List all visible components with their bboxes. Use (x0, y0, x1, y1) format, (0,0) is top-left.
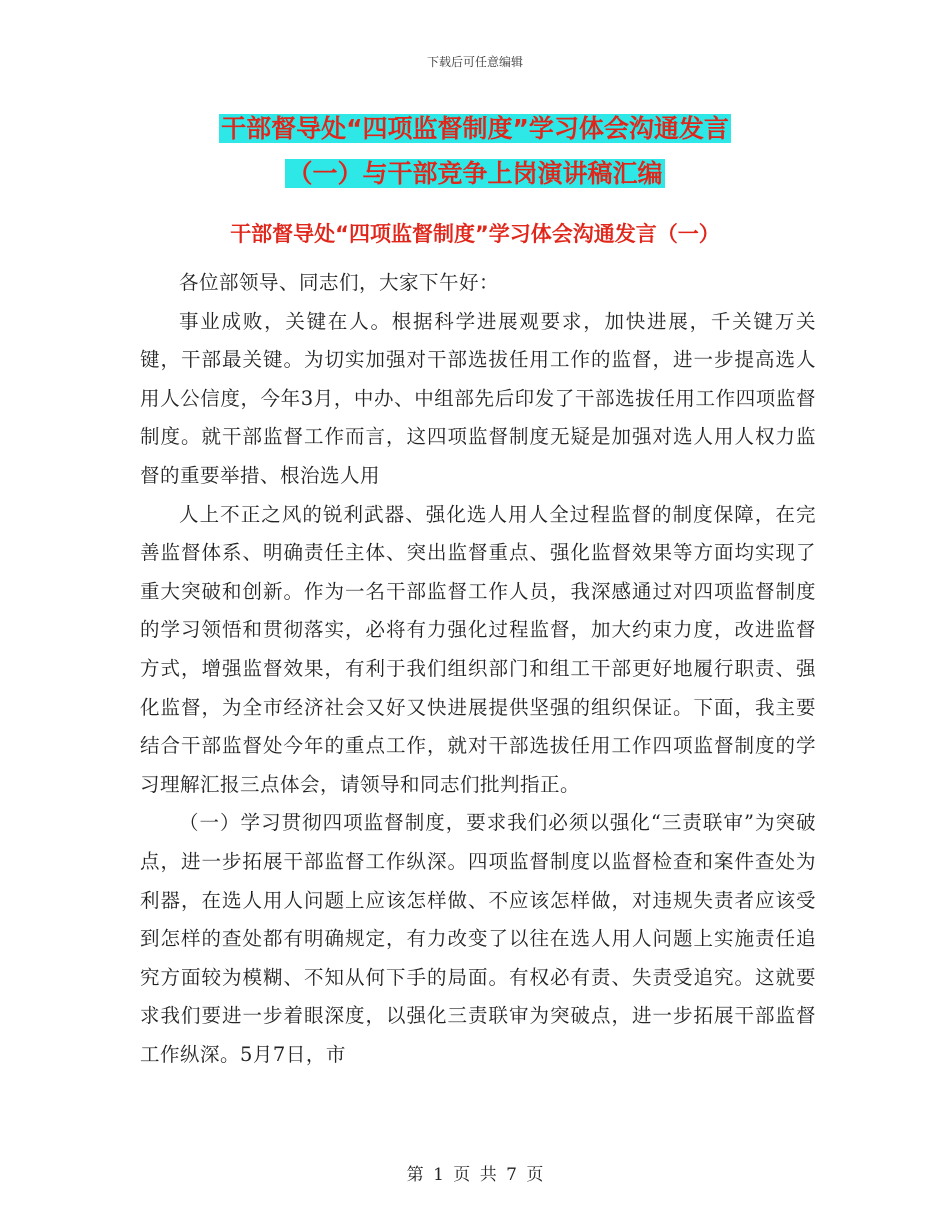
header-note: 下载后可任意编辑 (426, 55, 523, 69)
page-footer: 第 1 页 共 7 页 (406, 1165, 544, 1185)
paragraph-3: （一）学习贯彻四项监督制度，要求我们必须以强化“三责联审”为突破点，进一步拓展干部监督工作纵深。四项监督制度以监督检查和案件查处为利器，在选人用人问题上应该怎样做、不应该怎样做，对违规失责者应该受到怎样的查处都有明确规定，有力改变了以往在选人用人问题上实施责任追究方面较为模糊、不知从何下手的局面。有权必有责、失责受追究。这就要求我们要进一步着眼深度，以强化三责联审为突破点，进一步拓展干部监督工作纵深。5月7日，市 (140, 811, 816, 1066)
document-title-line-2 (0, 155, 950, 193)
document-title-text-1: 干部督导处“四项监督制度”学习体会沟通发言 (221, 114, 729, 143)
body-text (140, 264, 816, 1074)
section-title: 干部督导处“四项监督制度”学习体会沟通发言（一） (230, 222, 720, 246)
document-title-text-2: （一）与干部竞争上岗演讲稿汇编 (287, 159, 663, 188)
paragraph-greeting: 各位部领导、同志们，大家下午好： (179, 271, 500, 294)
document-title-line-1 (0, 110, 950, 148)
paragraph-2: 人上不正之风的锐利武器、强化选人用人全过程监督的制度保障，在完善监督体系、明确责任主体、突出监督重点、强化监督效果等方面均实现了重大突破和创新。作为一名干部监督工作人员，我深感通过对四项监督制度的学习领悟和贯彻落实，必将有力强化过程监督，加大约束力度，改进监督方式，增强监督效果，有利于我们组织部门和组工干部更好地履行职责、强化监督，为全市经济社会又好又快进展提供坚强的组织保证。下面，我主要结合干部监督处今年的重点工作，就对干部选拔任用工作四项监督制度的学习理解汇报三点体会，请领导和同志们批判指正。 (140, 502, 816, 796)
paragraph-1: 事业成败，关键在人。根据科学进展观要求，加快进展，千关键万关键，干部最关键。为切实加强对干部选拔任用工作的监督，进一步提高选人用人公信度，今年3月，中办、中组部先后印发了干部选拔任用工作四项监督制度。就干部监督工作而言，这四项监督制度无疑是加强对选人用人权力监督的重要举措、根治选人用 (140, 309, 816, 487)
